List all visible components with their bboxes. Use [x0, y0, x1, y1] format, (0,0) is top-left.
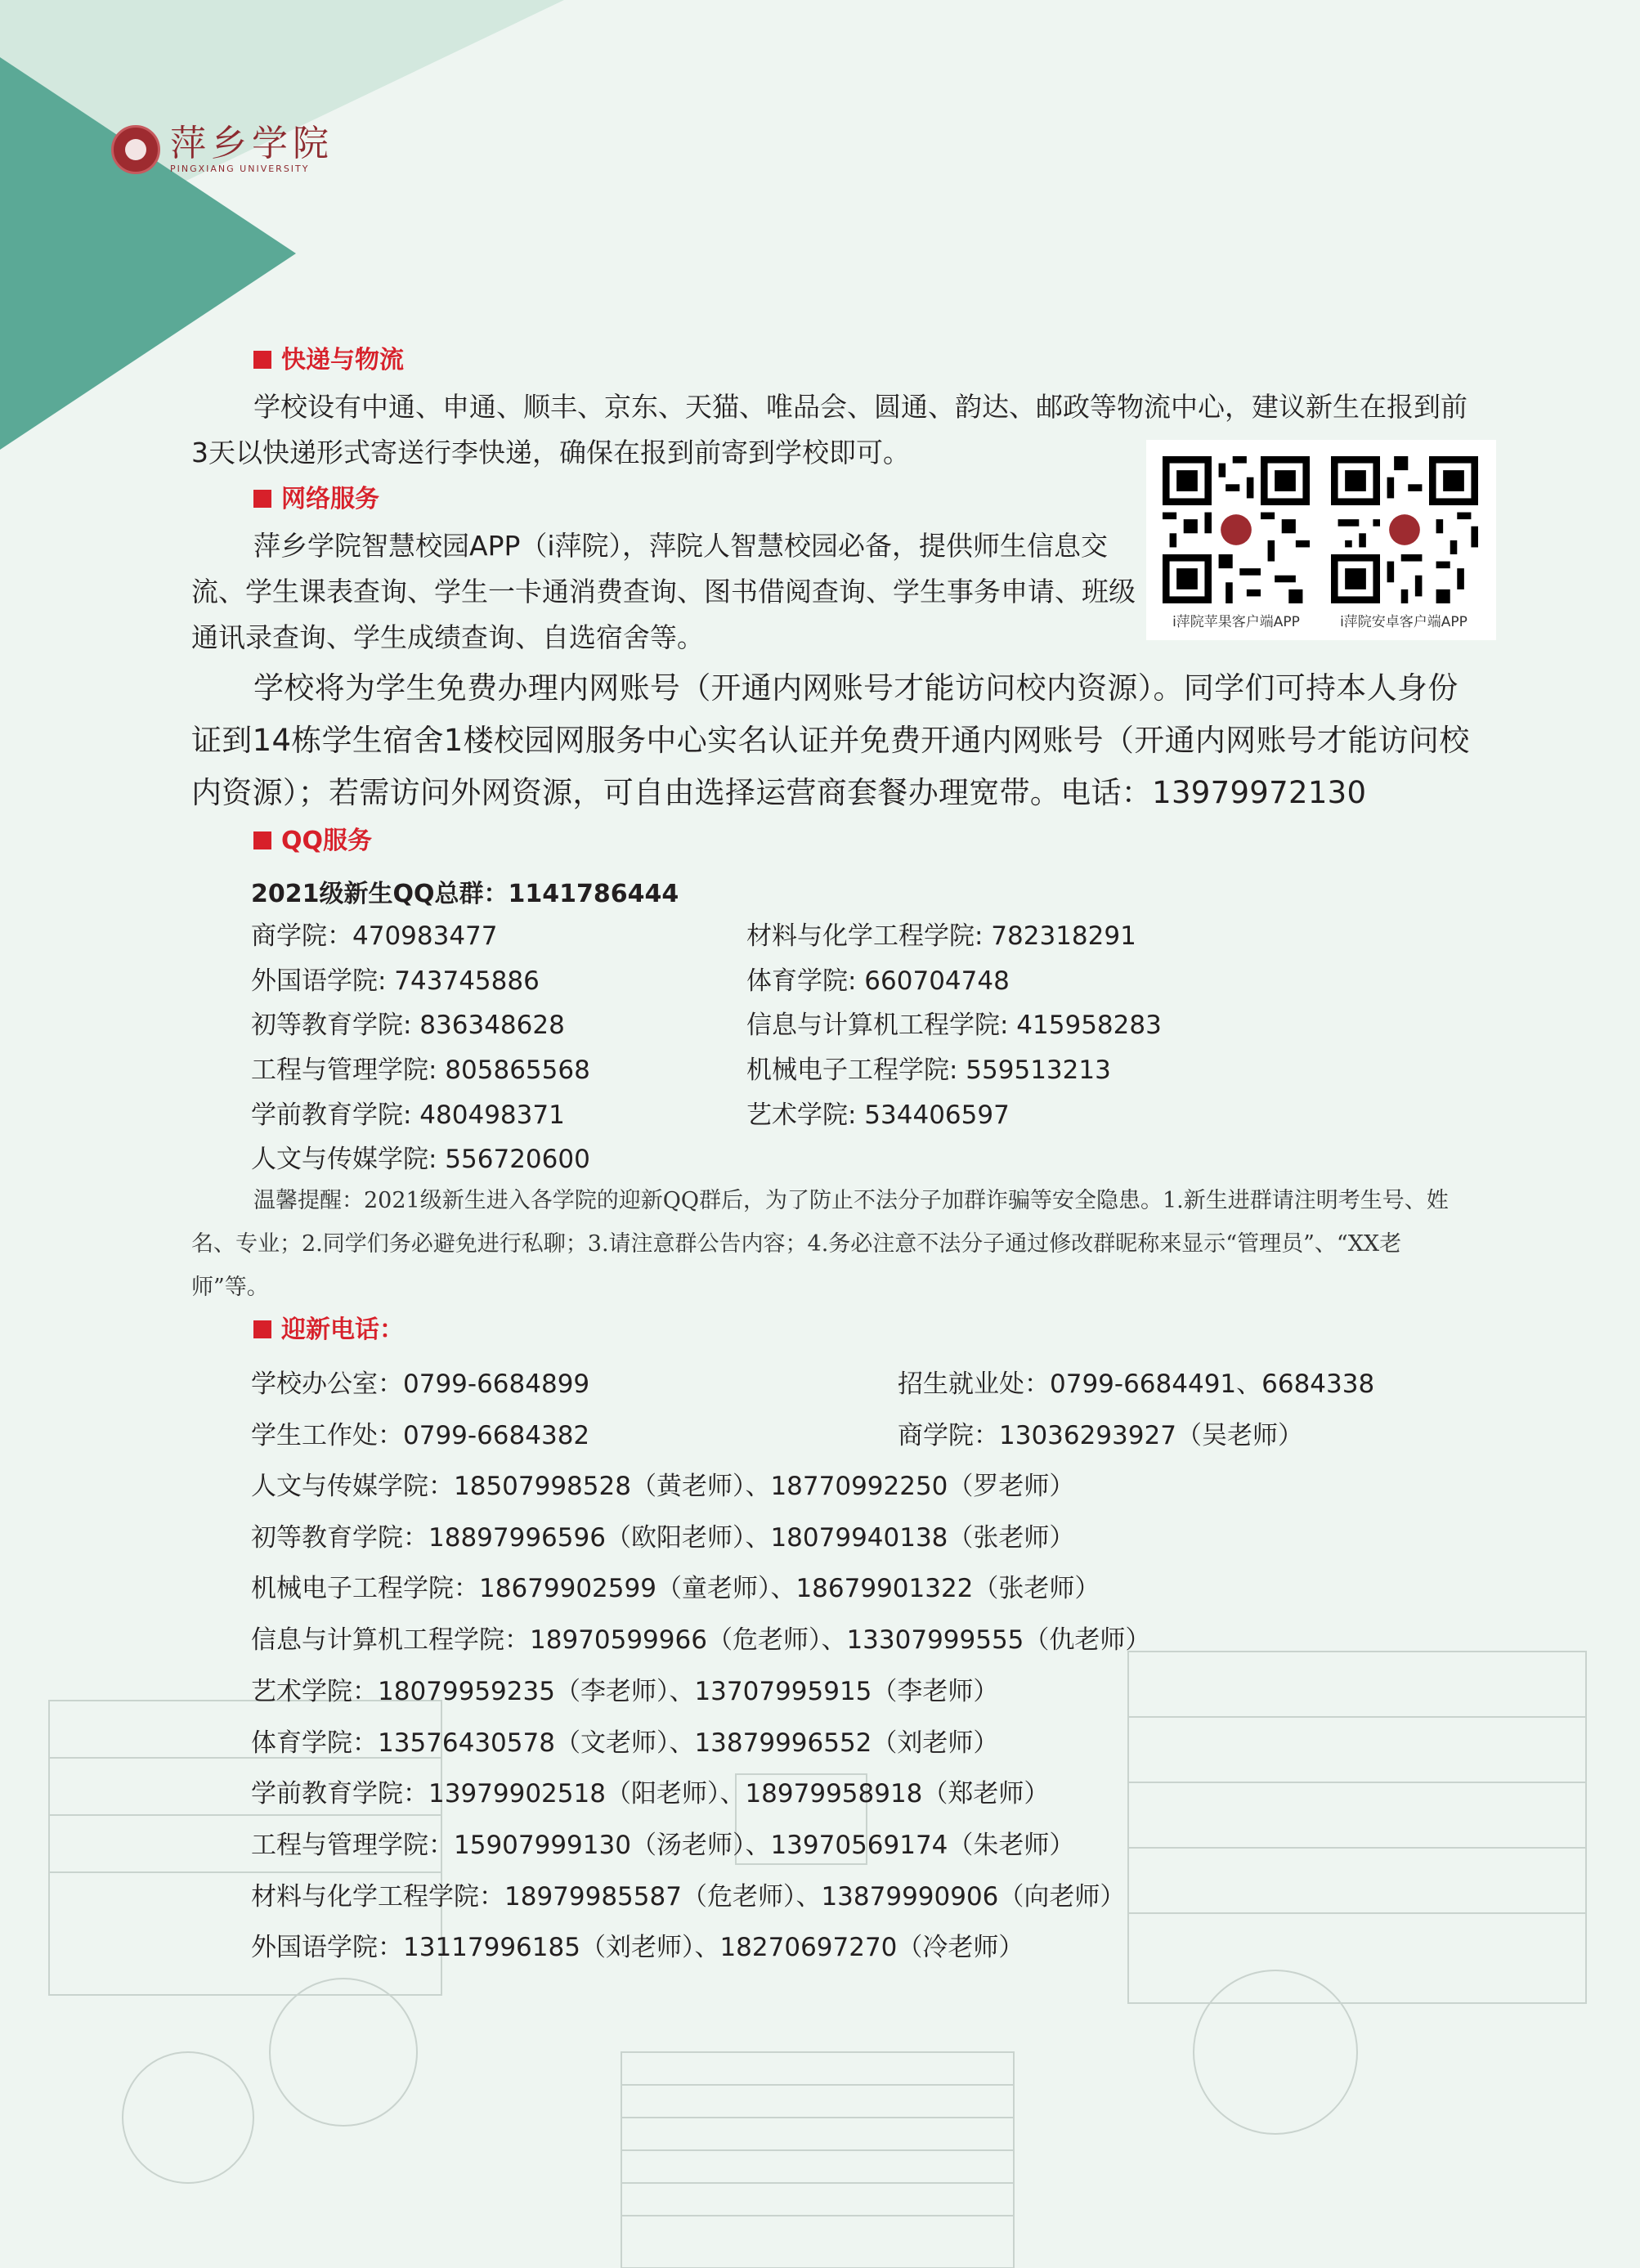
- square-bullet-icon: [253, 490, 271, 508]
- phone-entry: 外国语学院：13117996185（刘老师）、18270697270（冷老师）: [251, 1933, 1024, 1962]
- phone-entry: 艺术学院：18079959235（李老师）、13707995915（李老师）: [251, 1677, 999, 1706]
- phone-entry: 材料与化学工程学院：18979985587（危老师）、13879990906（向老师）: [251, 1882, 1126, 1912]
- qr-code-ios-icon: [1163, 456, 1310, 603]
- phone-entry: 信息与计算机工程学院：18970599966（危老师）、13307999555（仇老师）: [251, 1625, 1151, 1655]
- qr-code-android[interactable]: [1331, 456, 1478, 603]
- phone-entry: 商学院：13036293927（吴老师）: [898, 1421, 1303, 1450]
- qq-group-item: 机械电子工程学院: 559513213: [746, 1056, 1111, 1085]
- section-heading-phones: 迎新电话：: [253, 1316, 404, 1344]
- section-heading-network: 网络服务: [253, 486, 379, 513]
- square-bullet-icon: [253, 1320, 271, 1338]
- university-seal-icon: [111, 125, 160, 174]
- qr-code-ios[interactable]: [1163, 456, 1310, 603]
- qq-group-item: 工程与管理学院: 805865568: [251, 1056, 590, 1085]
- qq-total-group: 2021级新生QQ总群：1141786444: [251, 880, 679, 908]
- qr-caption-ios: i萍院苹果客户端APP: [1172, 614, 1300, 630]
- qq-group-item: 材料与化学工程学院: 782318291: [746, 921, 1136, 951]
- phone-entry: 工程与管理学院：15907999130（汤老师）、13970569174（朱老师）: [251, 1831, 1075, 1860]
- section-heading-qq: QQ服务: [253, 827, 372, 855]
- square-bullet-icon: [253, 831, 271, 849]
- qr-code-panel: [1146, 440, 1496, 640]
- logo-name-cn: 萍乡学院: [170, 123, 334, 164]
- university-logo: [111, 124, 334, 174]
- qq-group-item: 信息与计算机工程学院: 415958283: [746, 1011, 1162, 1040]
- phone-entry: 学生工作处：0799-6684382: [251, 1421, 590, 1450]
- network-paragraph-intranet: 学校将为学生免费办理内网账号（开通内网账号才能访问校内资源）。同学们可持本人身份证到14栋学生宿舍1楼校园网服务中心实名认证并免费开通内网账号（开通内网账号才能访问校内资源）；若需访问外网资源，可自由选择运营商套餐办理宽带。电话：13979972130: [191, 670, 1470, 810]
- qr-caption-android: i萍院安卓客户端APP: [1340, 614, 1467, 630]
- network-paragraph-app: 萍乡学院智慧校园APP（i萍院），萍院人智慧校园必备，提供师生信息交流、学生课表查询、学生一卡通消费查询、图书借阅查询、学生事务申请、班级通讯录查询、学生成绩查询、自选宿舍等。: [191, 530, 1136, 653]
- logo-name-en: PINGXIANG UNIVERSITY: [170, 164, 310, 174]
- qq-group-item: 初等教育学院: 836348628: [251, 1011, 565, 1040]
- square-bullet-icon: [253, 351, 271, 369]
- qr-code-android-icon: [1331, 456, 1478, 603]
- phone-entry: 招生就业处：0799-6684491、6684338: [898, 1369, 1375, 1399]
- qq-group-item: 人文与传媒学院: 556720600: [251, 1145, 590, 1174]
- express-paragraph: 学校设有中通、申通、顺丰、京东、天猫、唯品会、圆通、韵达、邮政等物流中心，建议新生在报到前3天以快递形式寄送行李快递，确保在报到前寄到学校即可。: [191, 391, 1467, 468]
- qq-group-item: 艺术学院: 534406597: [746, 1100, 1010, 1130]
- phone-entry: 初等教育学院：18897996596（欧阳老师）、18079940138（张老师）: [251, 1523, 1075, 1553]
- qq-group-item: 商学院：470983477: [251, 921, 498, 951]
- qq-warm-reminder: 温馨提醒：2021级新生进入各学院的迎新QQ群后，为了防止不法分子加群诈骗等安全隐患。1.新生进群请注明考生号、姓名、专业；2.同学们务必避免进行私聊；3.请注意群公告内容；4.务必注意不法分子通过修改群昵称来显示“管理员”、“XX老师”等。: [191, 1188, 1449, 1300]
- phone-entry: 机械电子工程学院：18679902599（童老师）、18679901322（张老师）: [251, 1574, 1100, 1603]
- phone-entry: 人文与传媒学院：18507998528（黄老师）、18770992250（罗老师）: [251, 1472, 1075, 1501]
- qq-group-item: 学前教育学院: 480498371: [251, 1100, 565, 1130]
- qq-group-item: 外国语学院: 743745886: [251, 966, 540, 996]
- phone-entry: 体育学院：13576430578（文老师）、13879996552（刘老师）: [251, 1728, 999, 1758]
- phone-entry: 学前教育学院：13979902518（阳老师）、18979958918（郑老师）: [251, 1779, 1050, 1809]
- phone-entry: 学校办公室：0799-6684899: [251, 1369, 590, 1399]
- section-heading-express: 快递与物流: [253, 347, 404, 374]
- qq-group-item: 体育学院: 660704748: [746, 966, 1010, 996]
